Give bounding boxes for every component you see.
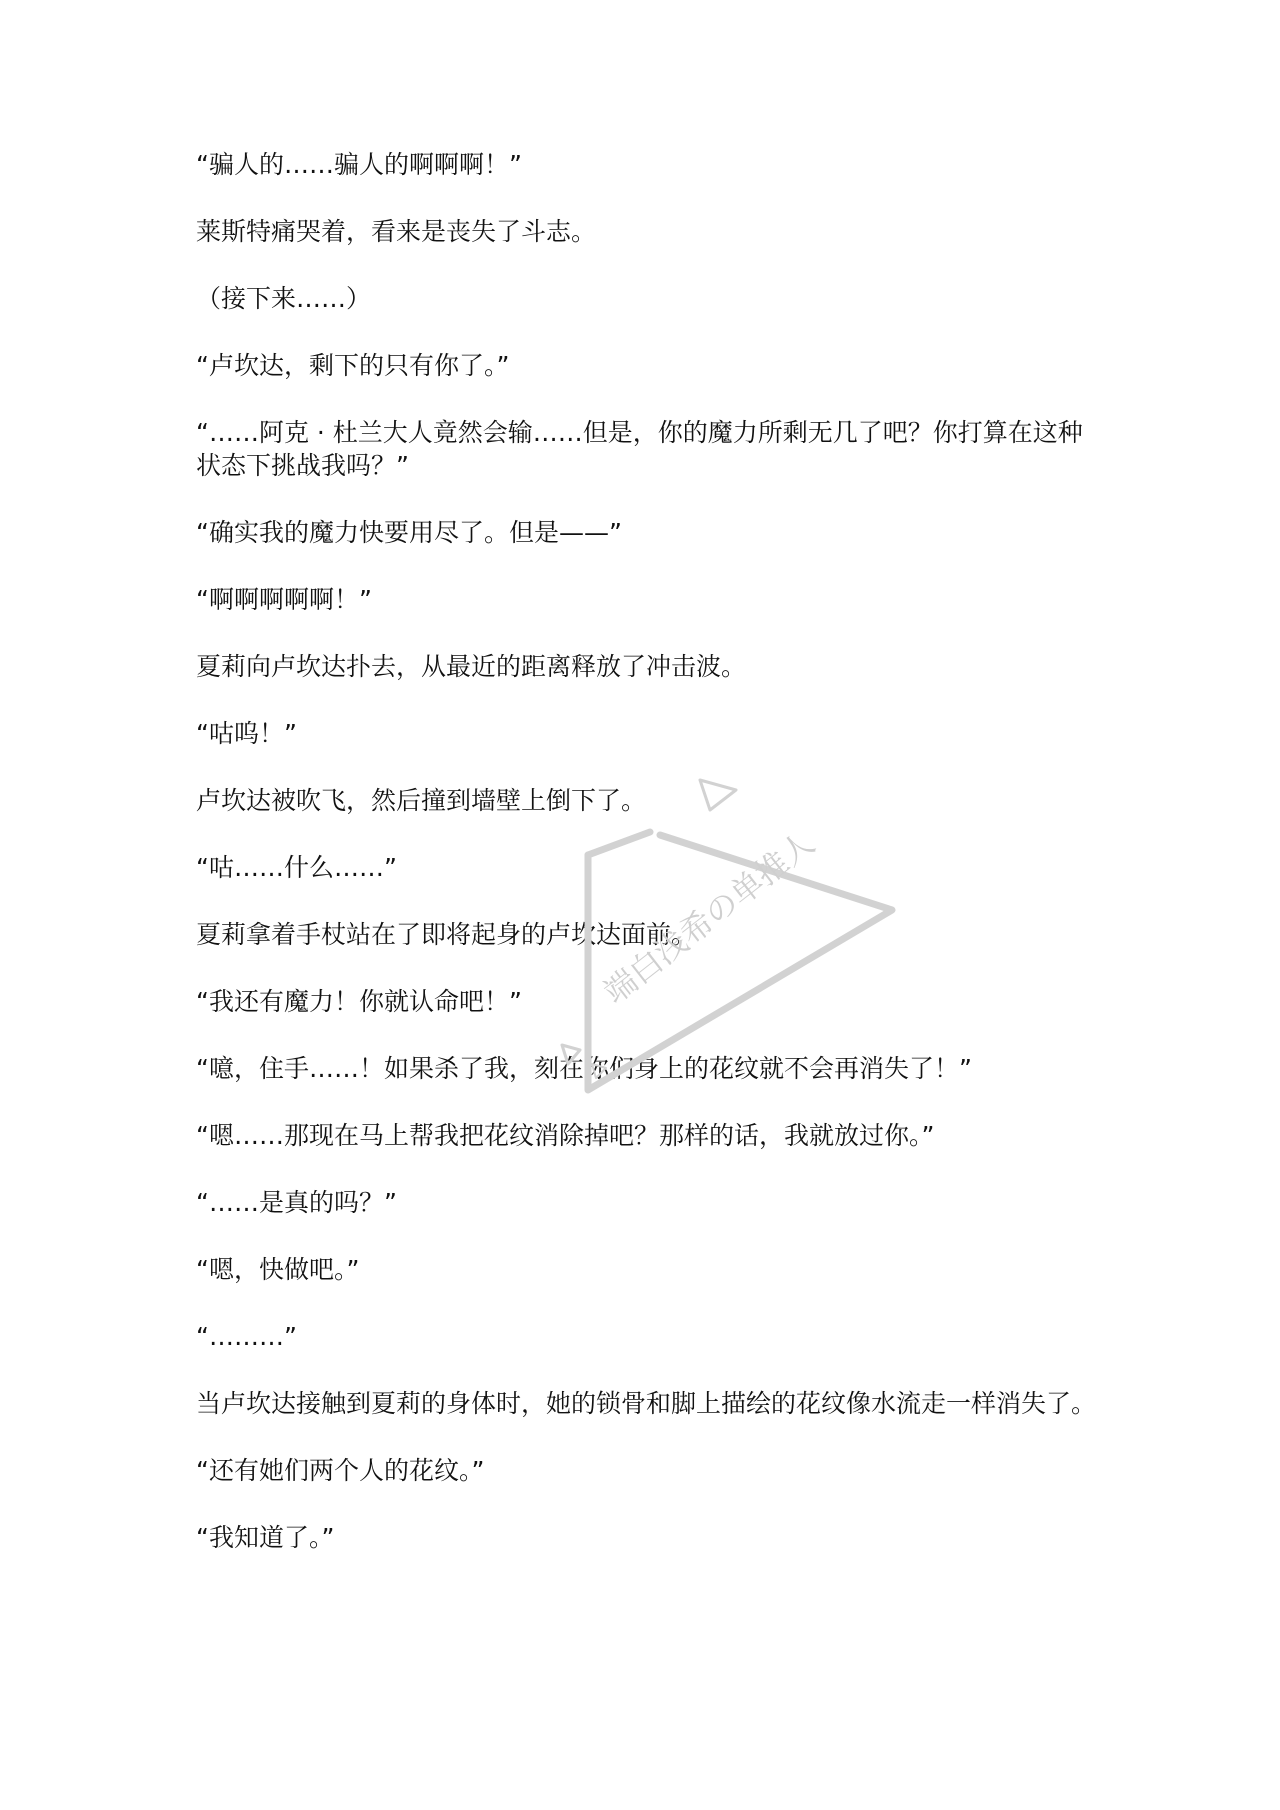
paragraph: “……阿克 · 杜兰大人竟然会输……但是，你的魔力所剩无几了吧？你打算在这种状态下挑战我吗？” bbox=[196, 418, 1083, 480]
paragraph: “还有她们两个人的花纹。” bbox=[196, 1456, 485, 1485]
paragraph: “骗人的……骗人的啊啊啊！” bbox=[196, 150, 522, 179]
paragraph: “我还有魔力！你就认命吧！” bbox=[196, 987, 522, 1016]
paragraph: 莱斯特痛哭着，看来是丧失了斗志。 bbox=[196, 217, 597, 246]
paragraph: “嗯，快做吧。” bbox=[196, 1255, 360, 1284]
paragraph: （接下来……） bbox=[196, 284, 372, 313]
paragraph: “噫，住手……！如果杀了我，刻在你们身上的花纹就不会再消失了！” bbox=[196, 1054, 972, 1083]
text-body bbox=[196, 148, 1096, 1588]
paragraph: “啊啊啊啊啊！” bbox=[196, 585, 372, 614]
paragraph: “……是真的吗？” bbox=[196, 1188, 397, 1217]
paragraph: 夏莉向卢坎达扑去，从最近的距离释放了冲击波。 bbox=[196, 652, 747, 681]
paragraph: 夏莉拿着手杖站在了即将起身的卢坎达面前。 bbox=[196, 920, 697, 949]
paragraph: “卢坎达，剩下的只有你了。” bbox=[196, 351, 510, 380]
paragraph: “咕……什么……” bbox=[196, 853, 397, 882]
watermark-text: 端白浅希の单推人 bbox=[596, 823, 822, 1012]
paragraph: 当卢坎达接触到夏莉的身体时，她的锁骨和脚上描绘的花纹像水流走一样消失了。 bbox=[196, 1389, 1097, 1418]
paragraph: “我知道了。” bbox=[196, 1523, 335, 1552]
paragraph: “嗯……那现在马上帮我把花纹消除掉吧？那样的话，我就放过你。” bbox=[196, 1121, 935, 1150]
paragraph: “咕呜！” bbox=[196, 719, 297, 748]
paragraph: “确实我的魔力快要用尽了。但是——” bbox=[196, 518, 622, 547]
paragraph: 卢坎达被吹飞，然后撞到墙壁上倒下了。 bbox=[196, 786, 647, 815]
paragraph: “………” bbox=[196, 1322, 297, 1351]
